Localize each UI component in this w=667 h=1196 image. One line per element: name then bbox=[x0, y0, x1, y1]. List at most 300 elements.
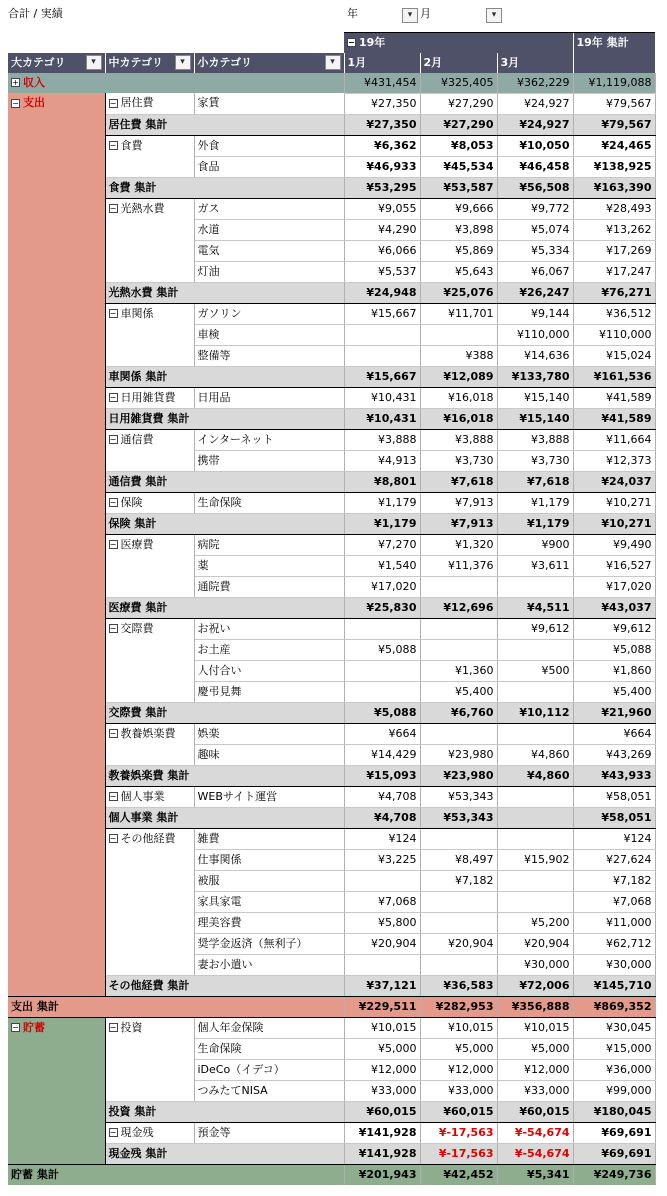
value-cell-m1 bbox=[344, 954, 420, 975]
value-cell-m3: ¥5,334 bbox=[497, 240, 573, 261]
value-cell-m3: ¥5,000 bbox=[497, 1038, 573, 1059]
value-cell-total: ¥58,051 bbox=[573, 786, 655, 807]
value-cell-m1: ¥664 bbox=[344, 723, 420, 744]
small-category-label: 食品 bbox=[194, 156, 344, 177]
value-cell-m3 bbox=[497, 639, 573, 660]
subtotal-value-m2: ¥53,343 bbox=[420, 807, 497, 828]
small-category-label: つみたてNISA bbox=[194, 1080, 344, 1101]
small-category-filter-button[interactable]: ▾ bbox=[325, 55, 341, 70]
small-category-label: 慶弔見舞 bbox=[194, 681, 344, 702]
small-category-label: 外食 bbox=[194, 135, 344, 156]
subtotal-value-total: ¥43,037 bbox=[573, 597, 655, 618]
value-cell-m1: ¥15,667 bbox=[344, 303, 420, 324]
year-filter-button[interactable]: ▾ bbox=[402, 8, 418, 23]
value-cell-m2: ¥33,000 bbox=[420, 1080, 497, 1101]
value-cell-m2: ¥3,730 bbox=[420, 450, 497, 471]
value-cell-m1: ¥10,431 bbox=[344, 387, 420, 408]
subtotal-label: 保険 集計 bbox=[105, 513, 344, 534]
small-category-label: 通院費 bbox=[194, 576, 344, 597]
subtotal-value-m3: ¥60,015 bbox=[497, 1101, 573, 1122]
mid-category-label: 日用雑貨費 bbox=[120, 390, 176, 404]
value-cell-m2: ¥5,869 bbox=[420, 240, 497, 261]
value-cell-total: ¥62,712 bbox=[573, 933, 655, 954]
mid-category-cell[interactable] bbox=[105, 492, 194, 513]
year-group-header bbox=[344, 32, 573, 53]
subtotal-label: 車関係 集計 bbox=[105, 366, 344, 387]
subtotal-label: 教養娯楽費 集計 bbox=[105, 765, 344, 786]
subtotal-value-m3: ¥1,179 bbox=[497, 513, 573, 534]
small-category-label: 家賃 bbox=[194, 93, 344, 114]
year-group-label: 19年 bbox=[359, 35, 386, 49]
value-cell-total: ¥138,925 bbox=[573, 156, 655, 177]
subtotal-label: 個人事業 集計 bbox=[105, 807, 344, 828]
small-category-label: 家具家電 bbox=[194, 891, 344, 912]
subtotal-value-m2: ¥12,696 bbox=[420, 597, 497, 618]
small-category-label: 人付合い bbox=[194, 660, 344, 681]
small-category-label: 生命保険 bbox=[194, 1038, 344, 1059]
value-cell-total: ¥7,182 bbox=[573, 870, 655, 891]
value-cell-m2: ¥9,666 bbox=[420, 198, 497, 219]
subtotal-value-total: ¥58,051 bbox=[573, 807, 655, 828]
value-cell-m1 bbox=[344, 324, 420, 345]
collapse-mid-category-icon[interactable]: − bbox=[109, 1023, 117, 1032]
year-field-header bbox=[344, 5, 497, 32]
mid-category-cell[interactable] bbox=[105, 429, 194, 471]
value-cell-m2: ¥8,497 bbox=[420, 849, 497, 870]
value-cell-m1: ¥124 bbox=[344, 828, 420, 849]
savings-total-value-m2: ¥42,452 bbox=[420, 1164, 497, 1185]
value-cell-total: ¥17,269 bbox=[573, 240, 655, 261]
year-field-label: 年 bbox=[347, 7, 358, 20]
month-header-2: 2月 bbox=[420, 53, 497, 73]
subtotal-value-m1: ¥4,708 bbox=[344, 807, 420, 828]
small-category-label: お土産 bbox=[194, 639, 344, 660]
value-cell-total: ¥12,373 bbox=[573, 450, 655, 471]
subtotal-value-total: ¥69,691 bbox=[573, 1143, 655, 1164]
subtotal-value-m1: ¥60,015 bbox=[344, 1101, 420, 1122]
mid-category-cell[interactable] bbox=[105, 723, 194, 765]
small-category-header-label: 小カテゴリ bbox=[197, 55, 253, 69]
value-cell-m2: ¥27,290 bbox=[420, 93, 497, 114]
value-cell-total: ¥5,400 bbox=[573, 681, 655, 702]
subtotal-value-total: ¥163,390 bbox=[573, 177, 655, 198]
subtotal-value-total: ¥76,271 bbox=[573, 282, 655, 303]
value-cell-m3 bbox=[497, 576, 573, 597]
mid-category-label: 居住費 bbox=[120, 96, 154, 109]
value-cell-m1: ¥9,055 bbox=[344, 198, 420, 219]
value-cell-m3: ¥14,636 bbox=[497, 345, 573, 366]
value-cell-m3: ¥1,179 bbox=[497, 492, 573, 513]
value-cell-m2: ¥16,018 bbox=[420, 387, 497, 408]
subtotal-label: 現金残 集計 bbox=[105, 1143, 344, 1164]
collapse-mid-category-icon[interactable]: − bbox=[109, 792, 117, 801]
small-category-label: 仕事関係 bbox=[194, 849, 344, 870]
month-field-label: 月 bbox=[420, 7, 431, 20]
value-cell-m2: ¥11,376 bbox=[420, 555, 497, 576]
small-category-label: ガス bbox=[194, 198, 344, 219]
value-cell-m2 bbox=[420, 576, 497, 597]
month-header-1: 1月 bbox=[344, 53, 420, 73]
value-cell-m2: ¥1,320 bbox=[420, 534, 497, 555]
savings-total-value-m3: ¥5,341 bbox=[497, 1164, 573, 1185]
small-category-label: インターネット bbox=[194, 429, 344, 450]
subtotal-value-m2: ¥23,980 bbox=[420, 765, 497, 786]
collapse-mid-category-icon[interactable]: − bbox=[109, 498, 117, 507]
value-cell-total: ¥79,567 bbox=[573, 93, 655, 114]
value-cell-m3: ¥15,140 bbox=[497, 387, 573, 408]
subtotal-value-m1: ¥1,179 bbox=[344, 513, 420, 534]
value-cell-m3: ¥-54,674 bbox=[497, 1122, 573, 1143]
subtotal-value-m2: ¥7,913 bbox=[420, 513, 497, 534]
value-cell-m1: ¥14,429 bbox=[344, 744, 420, 765]
small-category-label: 奨学金返済（無利子） bbox=[194, 933, 344, 954]
large-category-header[interactable] bbox=[8, 53, 105, 73]
income-row-label[interactable] bbox=[8, 73, 344, 94]
mid-category-label: 光熱水費 bbox=[120, 201, 165, 215]
value-cell-m2 bbox=[420, 891, 497, 912]
savings-label-cell bbox=[8, 1017, 105, 1164]
mid-category-label: 個人事業 bbox=[120, 789, 165, 803]
collapse-mid-category-icon[interactable]: − bbox=[109, 624, 117, 633]
subtotal-value-total: ¥10,271 bbox=[573, 513, 655, 534]
collapse-expense-icon[interactable]: − bbox=[12, 98, 19, 108]
value-cell-m2: ¥3,898 bbox=[420, 219, 497, 240]
mid-category-cell[interactable] bbox=[105, 135, 194, 177]
subtotal-value-m2: ¥7,618 bbox=[420, 471, 497, 492]
value-cell-m1 bbox=[344, 870, 420, 891]
subtotal-value-m2: ¥16,018 bbox=[420, 408, 497, 429]
savings-total-label: 貯蓄 集計 bbox=[8, 1164, 344, 1185]
value-cell-total: ¥10,271 bbox=[573, 492, 655, 513]
subtotal-value-m3: ¥133,780 bbox=[497, 366, 573, 387]
value-cell-m1: ¥141,928 bbox=[344, 1122, 420, 1143]
value-cell-m2: ¥1,360 bbox=[420, 660, 497, 681]
mid-category-label: 通信費 bbox=[120, 432, 154, 446]
value-cell-m2: ¥8,053 bbox=[420, 135, 497, 156]
small-category-label: 灯油 bbox=[194, 261, 344, 282]
collapse-mid-category-icon[interactable]: − bbox=[109, 393, 117, 402]
value-cell-total: ¥13,262 bbox=[573, 219, 655, 240]
subtotal-value-m2: ¥36,583 bbox=[420, 975, 497, 996]
subtotal-value-m1: ¥141,928 bbox=[344, 1143, 420, 1164]
subtotal-value-m2: ¥6,760 bbox=[420, 702, 497, 723]
value-cell-m2: ¥7,913 bbox=[420, 492, 497, 513]
subtotal-value-m3: ¥24,927 bbox=[497, 114, 573, 135]
mid-category-cell[interactable] bbox=[105, 387, 194, 408]
collapse-mid-category-icon[interactable]: − bbox=[109, 204, 117, 213]
subtotal-value-m3: ¥-54,674 bbox=[497, 1143, 573, 1164]
small-category-label: 携帯 bbox=[194, 450, 344, 471]
value-cell-m1 bbox=[344, 618, 420, 639]
value-cell-total: ¥28,493 bbox=[573, 198, 655, 219]
subtotal-value-m2: ¥60,015 bbox=[420, 1101, 497, 1122]
collapse-mid-category-icon[interactable]: − bbox=[109, 1128, 117, 1137]
subtotal-value-total: ¥21,960 bbox=[573, 702, 655, 723]
value-cell-m3: ¥20,904 bbox=[497, 933, 573, 954]
mid-category-cell[interactable] bbox=[105, 534, 194, 597]
expense-total-value-m2: ¥282,953 bbox=[420, 996, 497, 1017]
value-cell-m1: ¥6,362 bbox=[344, 135, 420, 156]
value-cell-total: ¥1,119,088 bbox=[573, 73, 655, 94]
value-cell-m3 bbox=[497, 681, 573, 702]
subtotal-value-m3: ¥56,508 bbox=[497, 177, 573, 198]
value-cell-m3: ¥9,772 bbox=[497, 198, 573, 219]
value-cell-total: ¥664 bbox=[573, 723, 655, 744]
value-cell-total: ¥24,465 bbox=[573, 135, 655, 156]
value-cell-m3: ¥15,902 bbox=[497, 849, 573, 870]
subtotal-label: 通信費 集計 bbox=[105, 471, 344, 492]
value-cell-m3: ¥5,074 bbox=[497, 219, 573, 240]
value-cell-m3: ¥9,144 bbox=[497, 303, 573, 324]
value-cell-m1: ¥5,000 bbox=[344, 1038, 420, 1059]
collapse-mid-category-icon[interactable]: − bbox=[109, 435, 117, 444]
small-category-label: お祝い bbox=[194, 618, 344, 639]
value-cell-m3: ¥10,050 bbox=[497, 135, 573, 156]
value-cell-m1: ¥6,066 bbox=[344, 240, 420, 261]
value-cell-total: ¥30,045 bbox=[573, 1017, 655, 1038]
subtotal-value-total: ¥161,536 bbox=[573, 366, 655, 387]
subtotal-value-m1: ¥15,093 bbox=[344, 765, 420, 786]
value-cell-m1: ¥33,000 bbox=[344, 1080, 420, 1101]
value-cell-total: ¥11,000 bbox=[573, 912, 655, 933]
subtotal-value-m3: ¥15,140 bbox=[497, 408, 573, 429]
mid-category-header[interactable] bbox=[105, 53, 194, 73]
mid-category-filter-button[interactable]: ▾ bbox=[175, 55, 191, 70]
subtotal-value-m1: ¥15,667 bbox=[344, 366, 420, 387]
value-cell-m2: ¥5,400 bbox=[420, 681, 497, 702]
value-cell-m1: ¥12,000 bbox=[344, 1059, 420, 1080]
mid-category-cell[interactable] bbox=[105, 828, 194, 975]
collapse-mid-category-icon[interactable]: − bbox=[109, 540, 117, 549]
subtotal-value-m3: ¥4,511 bbox=[497, 597, 573, 618]
value-cell-m2: ¥12,000 bbox=[420, 1059, 497, 1080]
expense-total-value-total: ¥869,352 bbox=[573, 996, 655, 1017]
subtotal-value-m3: ¥26,247 bbox=[497, 282, 573, 303]
value-cell-m3: ¥9,612 bbox=[497, 618, 573, 639]
value-cell-m1: ¥4,290 bbox=[344, 219, 420, 240]
value-cell-m1: ¥1,179 bbox=[344, 492, 420, 513]
value-cell-m3 bbox=[497, 828, 573, 849]
subtotal-value-m2: ¥27,290 bbox=[420, 114, 497, 135]
subtotal-value-total: ¥41,589 bbox=[573, 408, 655, 429]
mid-category-label: 医療費 bbox=[120, 537, 154, 551]
collapse-mid-category-icon[interactable]: − bbox=[109, 141, 117, 150]
savings-total-value-m1: ¥201,943 bbox=[344, 1164, 420, 1185]
savings-label: 貯蓄 bbox=[23, 1020, 45, 1034]
mid-category-label: 車関係 bbox=[120, 306, 154, 320]
value-cell-m2 bbox=[420, 912, 497, 933]
collapse-mid-category-icon[interactable]: − bbox=[109, 98, 117, 108]
subtotal-value-total: ¥145,710 bbox=[573, 975, 655, 996]
value-cell-m2: ¥10,015 bbox=[420, 1017, 497, 1038]
subtotal-label: 居住費 集計 bbox=[105, 114, 344, 135]
small-category-label: 生命保険 bbox=[194, 492, 344, 513]
subtotal-value-m1: ¥24,948 bbox=[344, 282, 420, 303]
value-cell-total: ¥110,000 bbox=[573, 324, 655, 345]
value-cell-total: ¥30,000 bbox=[573, 954, 655, 975]
value-cell-total: ¥17,020 bbox=[573, 576, 655, 597]
subtotal-value-m1: ¥8,801 bbox=[344, 471, 420, 492]
value-cell-m3: ¥110,000 bbox=[497, 324, 573, 345]
mid-category-header-label: 中カテゴリ bbox=[108, 55, 164, 69]
collapse-year-icon[interactable]: − bbox=[348, 38, 355, 47]
expense-label-cell bbox=[8, 93, 105, 996]
small-category-label: iDeCo（イデコ） bbox=[194, 1059, 344, 1080]
subtotal-value-m1: ¥25,830 bbox=[344, 597, 420, 618]
value-cell-m1: ¥5,800 bbox=[344, 912, 420, 933]
mid-category-cell[interactable] bbox=[105, 786, 194, 807]
value-cell-total: ¥11,664 bbox=[573, 429, 655, 450]
collapse-savings-icon[interactable]: − bbox=[12, 1023, 19, 1032]
mid-category-cell[interactable] bbox=[105, 1122, 194, 1143]
value-cell-m3: ¥4,860 bbox=[497, 744, 573, 765]
value-cell-total: ¥17,247 bbox=[573, 261, 655, 282]
value-cell-m2: ¥325,405 bbox=[420, 73, 497, 94]
value-cell-m3 bbox=[497, 870, 573, 891]
value-cell-m1: ¥7,068 bbox=[344, 891, 420, 912]
small-category-label: 預金等 bbox=[194, 1122, 344, 1143]
subtotal-label: 医療費 集計 bbox=[105, 597, 344, 618]
value-cell-m1: ¥5,088 bbox=[344, 639, 420, 660]
value-cell-m1 bbox=[344, 345, 420, 366]
large-category-header-label: 大カテゴリ bbox=[11, 55, 66, 69]
value-cell-m2: ¥53,343 bbox=[420, 786, 497, 807]
value-cell-m2: ¥5,643 bbox=[420, 261, 497, 282]
value-cell-m3 bbox=[497, 891, 573, 912]
mid-category-cell[interactable] bbox=[105, 93, 194, 114]
value-cell-m1: ¥3,888 bbox=[344, 429, 420, 450]
small-category-header[interactable] bbox=[194, 53, 344, 73]
small-category-label: 雑費 bbox=[194, 828, 344, 849]
small-category-label: 妻お小遣い bbox=[194, 954, 344, 975]
expense-total-value-m1: ¥229,511 bbox=[344, 996, 420, 1017]
value-cell-m2: ¥-17,563 bbox=[420, 1122, 497, 1143]
value-cell-total: ¥15,024 bbox=[573, 345, 655, 366]
value-cell-total: ¥124 bbox=[573, 828, 655, 849]
collapse-mid-category-icon[interactable]: − bbox=[109, 834, 117, 843]
subtotal-value-m2: ¥12,089 bbox=[420, 366, 497, 387]
subtotal-value-m3: ¥4,860 bbox=[497, 765, 573, 786]
value-cell-m2: ¥45,534 bbox=[420, 156, 497, 177]
value-cell-total: ¥27,624 bbox=[573, 849, 655, 870]
subtotal-label: 投資 集計 bbox=[105, 1101, 344, 1122]
subtotal-label: その他経費 集計 bbox=[105, 975, 344, 996]
value-cell-m1 bbox=[344, 660, 420, 681]
collapse-mid-category-icon[interactable]: − bbox=[109, 309, 117, 318]
value-cell-m3: ¥10,015 bbox=[497, 1017, 573, 1038]
subtotal-value-m1: ¥27,350 bbox=[344, 114, 420, 135]
value-cell-m3 bbox=[497, 786, 573, 807]
value-cell-m3 bbox=[497, 723, 573, 744]
value-cell-total: ¥36,000 bbox=[573, 1059, 655, 1080]
subtotal-value-m1: ¥37,121 bbox=[344, 975, 420, 996]
subtotal-label: 食費 集計 bbox=[105, 177, 344, 198]
small-category-label: 整備等 bbox=[194, 345, 344, 366]
subtotal-label: 日用雑貨費 集計 bbox=[105, 408, 344, 429]
small-category-label: WEBサイト運営 bbox=[194, 786, 344, 807]
value-cell-m1: ¥46,933 bbox=[344, 156, 420, 177]
mid-category-cell[interactable] bbox=[105, 198, 194, 282]
subtotal-value-total: ¥180,045 bbox=[573, 1101, 655, 1122]
mid-category-label: 交際費 bbox=[120, 621, 154, 635]
small-category-label: ガソリン bbox=[194, 303, 344, 324]
value-cell-total: ¥9,490 bbox=[573, 534, 655, 555]
small-category-label: 日用品 bbox=[194, 387, 344, 408]
small-category-label: 水道 bbox=[194, 219, 344, 240]
subtotal-value-total: ¥24,037 bbox=[573, 471, 655, 492]
value-cell-m2: ¥23,980 bbox=[420, 744, 497, 765]
month-header-3: 3月 bbox=[497, 53, 573, 73]
value-cell-m2: ¥3,888 bbox=[420, 429, 497, 450]
corner-label: 合計 / 実績 bbox=[8, 7, 63, 20]
value-cell-m3: ¥900 bbox=[497, 534, 573, 555]
value-cell-m3: ¥3,730 bbox=[497, 450, 573, 471]
small-category-label: 趣味 bbox=[194, 744, 344, 765]
mid-category-label: 現金残 bbox=[120, 1125, 154, 1139]
grand-total-header: 19年 集計 bbox=[573, 32, 655, 73]
value-cell-m2 bbox=[420, 954, 497, 975]
income-label: 収入 bbox=[23, 75, 45, 89]
value-cell-m1: ¥17,020 bbox=[344, 576, 420, 597]
mid-category-label: 食費 bbox=[120, 138, 143, 152]
value-cell-m3: ¥33,000 bbox=[497, 1080, 573, 1101]
collapse-mid-category-icon[interactable]: − bbox=[109, 729, 117, 738]
value-cell-m3: ¥30,000 bbox=[497, 954, 573, 975]
value-cell-total: ¥1,860 bbox=[573, 660, 655, 681]
value-cell-m1: ¥431,454 bbox=[344, 73, 420, 94]
value-cell-m1: ¥1,540 bbox=[344, 555, 420, 576]
value-cell-m1: ¥20,904 bbox=[344, 933, 420, 954]
value-cell-total: ¥41,589 bbox=[573, 387, 655, 408]
value-cell-m3: ¥500 bbox=[497, 660, 573, 681]
subtotal-value-m2: ¥-17,563 bbox=[420, 1143, 497, 1164]
value-cell-total: ¥5,088 bbox=[573, 639, 655, 660]
mid-category-label: 投資 bbox=[120, 1020, 143, 1034]
small-category-label: 理美容費 bbox=[194, 912, 344, 933]
subtotal-label: 交際費 集計 bbox=[105, 702, 344, 723]
value-cell-m2 bbox=[420, 723, 497, 744]
large-category-filter-button[interactable]: ▾ bbox=[86, 55, 102, 70]
value-cell-m3: ¥3,888 bbox=[497, 429, 573, 450]
subtotal-value-m1: ¥5,088 bbox=[344, 702, 420, 723]
mid-category-cell[interactable] bbox=[105, 303, 194, 366]
value-cell-m2: ¥7,182 bbox=[420, 870, 497, 891]
value-cell-total: ¥15,000 bbox=[573, 1038, 655, 1059]
value-cell-total: ¥99,000 bbox=[573, 1080, 655, 1101]
month-filter-button[interactable]: ▾ bbox=[486, 8, 502, 23]
value-cell-total: ¥69,691 bbox=[573, 1122, 655, 1143]
value-cell-m1: ¥7,270 bbox=[344, 534, 420, 555]
subtotal-value-m1: ¥53,295 bbox=[344, 177, 420, 198]
mid-category-cell[interactable] bbox=[105, 618, 194, 702]
value-cell-m2: ¥11,701 bbox=[420, 303, 497, 324]
blank-header bbox=[8, 32, 344, 53]
subtotal-label: 光熱水費 集計 bbox=[105, 282, 344, 303]
subtotal-value-m2: ¥53,587 bbox=[420, 177, 497, 198]
mid-category-label: 教養娯楽費 bbox=[120, 726, 176, 740]
subtotal-value-m3: ¥7,618 bbox=[497, 471, 573, 492]
small-category-label: 車検 bbox=[194, 324, 344, 345]
value-cell-m2: ¥5,000 bbox=[420, 1038, 497, 1059]
value-cell-m2 bbox=[420, 618, 497, 639]
mid-category-label: 保険 bbox=[120, 495, 143, 509]
value-cell-total: ¥7,068 bbox=[573, 891, 655, 912]
expand-income-icon[interactable]: + bbox=[12, 78, 19, 88]
value-cell-m1: ¥4,708 bbox=[344, 786, 420, 807]
value-cell-m1 bbox=[344, 681, 420, 702]
mid-category-cell[interactable] bbox=[105, 1017, 194, 1101]
value-cell-m2 bbox=[420, 828, 497, 849]
